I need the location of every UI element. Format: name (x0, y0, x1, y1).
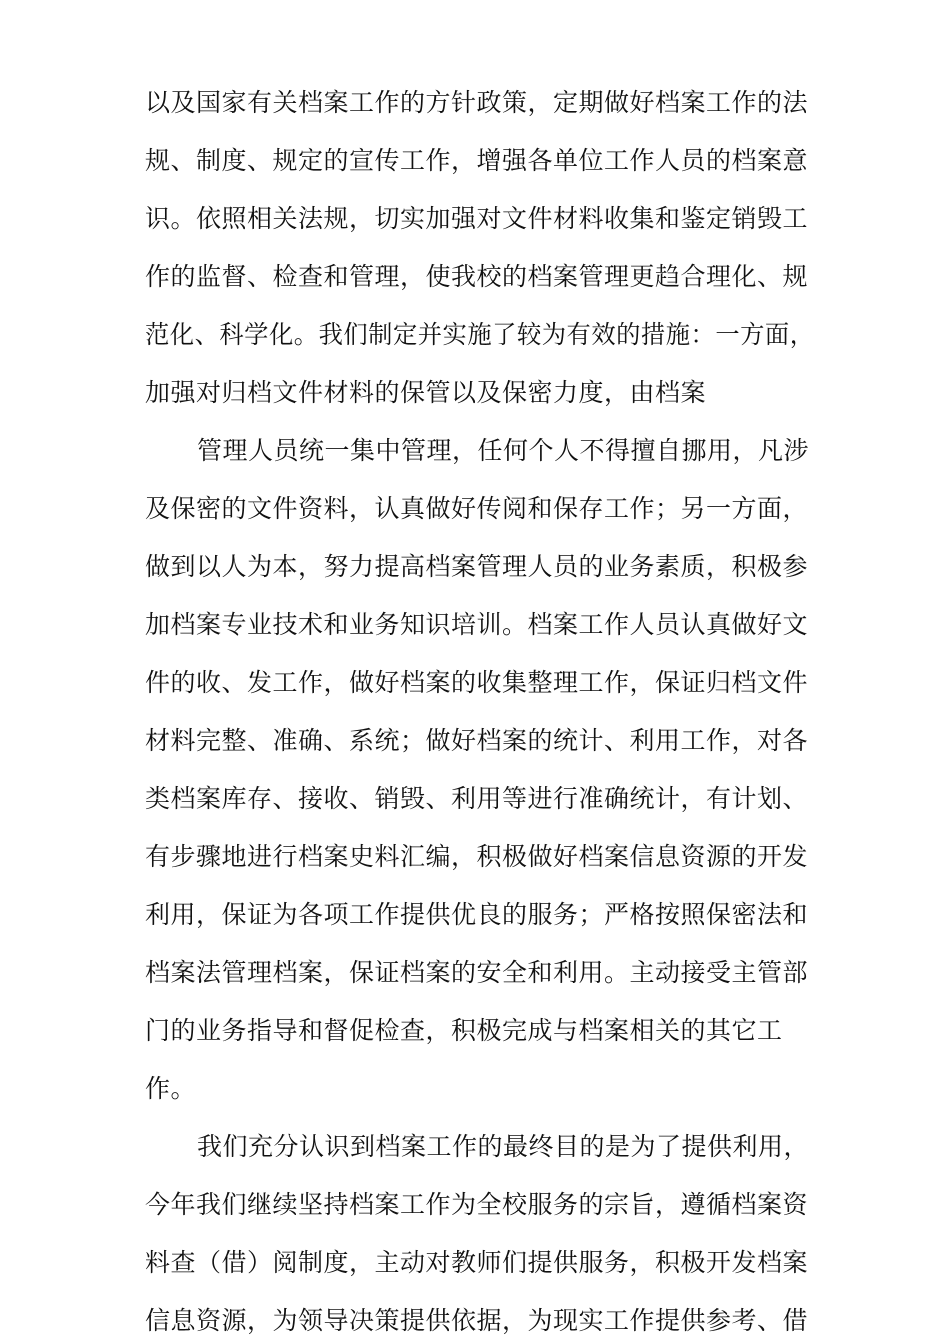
paragraph-1-line-3: 识。依照相关法规，切实加强对文件材料收集和鉴定销毁工 (145, 204, 809, 233)
paragraph-2-line-12: 作。 (145, 1074, 197, 1103)
paragraph-3-line-1: 我们充分认识到档案工作的最终目的是为了提供利用， (197, 1132, 810, 1161)
paragraph-2-line-8: 有步骤地进行档案史料汇编，积极做好档案信息资源的开发 (145, 842, 809, 871)
paragraph-1-line-5: 范化、科学化。我们制定并实施了较为有效的措施：一方面， (145, 320, 815, 349)
paragraph-1-line-4: 作的监督、检查和管理，使我校的档案管理更趋合理化、规 (145, 262, 809, 291)
paragraph-2-line-10: 档案法管理档案，保证档案的安全和利用。主动接受主管部 (145, 958, 809, 987)
paragraph-3-line-3: 料查（借）阅制度，主动对教师们提供服务，积极开发档案 (145, 1248, 809, 1277)
paragraph-2-line-4: 加档案专业技术和业务知识培训。档案工作人员认真做好文 (145, 610, 809, 639)
paragraph-2-line-1: 管理人员统一集中管理，任何个人不得擅自挪用，凡涉 (197, 436, 810, 465)
paragraph-1-line-6: 加强对归档文件材料的保管以及保密力度，由档案 (145, 378, 707, 407)
paragraph-3-line-4: 信息资源，为领导决策提供依据，为现实工作提供参考、借 (145, 1306, 809, 1335)
paragraph-2-line-3: 做到以人为本，努力提高档案管理人员的业务素质，积极参 (145, 552, 809, 581)
paragraph-2-line-7: 类档案库存、接收、销毁、利用等进行准确统计，有计划、 (145, 784, 809, 813)
paragraph-2-line-9: 利用，保证为各项工作提供优良的服务；严格按照保密法和 (145, 900, 809, 929)
paragraph-1-line-1: 以及国家有关档案工作的方针政策，定期做好档案工作的法 (145, 88, 809, 117)
paragraph-1-line-2: 规、制度、规定的宣传工作，增强各单位工作人员的档案意 (145, 146, 809, 175)
paragraph-2-line-5: 件的收、发工作，做好档案的收集整理工作，保证归档文件 (145, 668, 809, 697)
paragraph-2-line-6: 材料完整、准确、系统；做好档案的统计、利用工作，对各 (145, 726, 809, 755)
paragraph-3-line-2: 今年我们继续坚持档案工作为全校服务的宗旨，遵循档案资 (145, 1190, 809, 1219)
paragraph-2-line-11: 门的业务指导和督促检查，积极完成与档案相关的其它工 (145, 1016, 783, 1045)
paragraph-2-line-2: 及保密的文件资料，认真做好传阅和保存工作；另一方面， (145, 494, 809, 523)
